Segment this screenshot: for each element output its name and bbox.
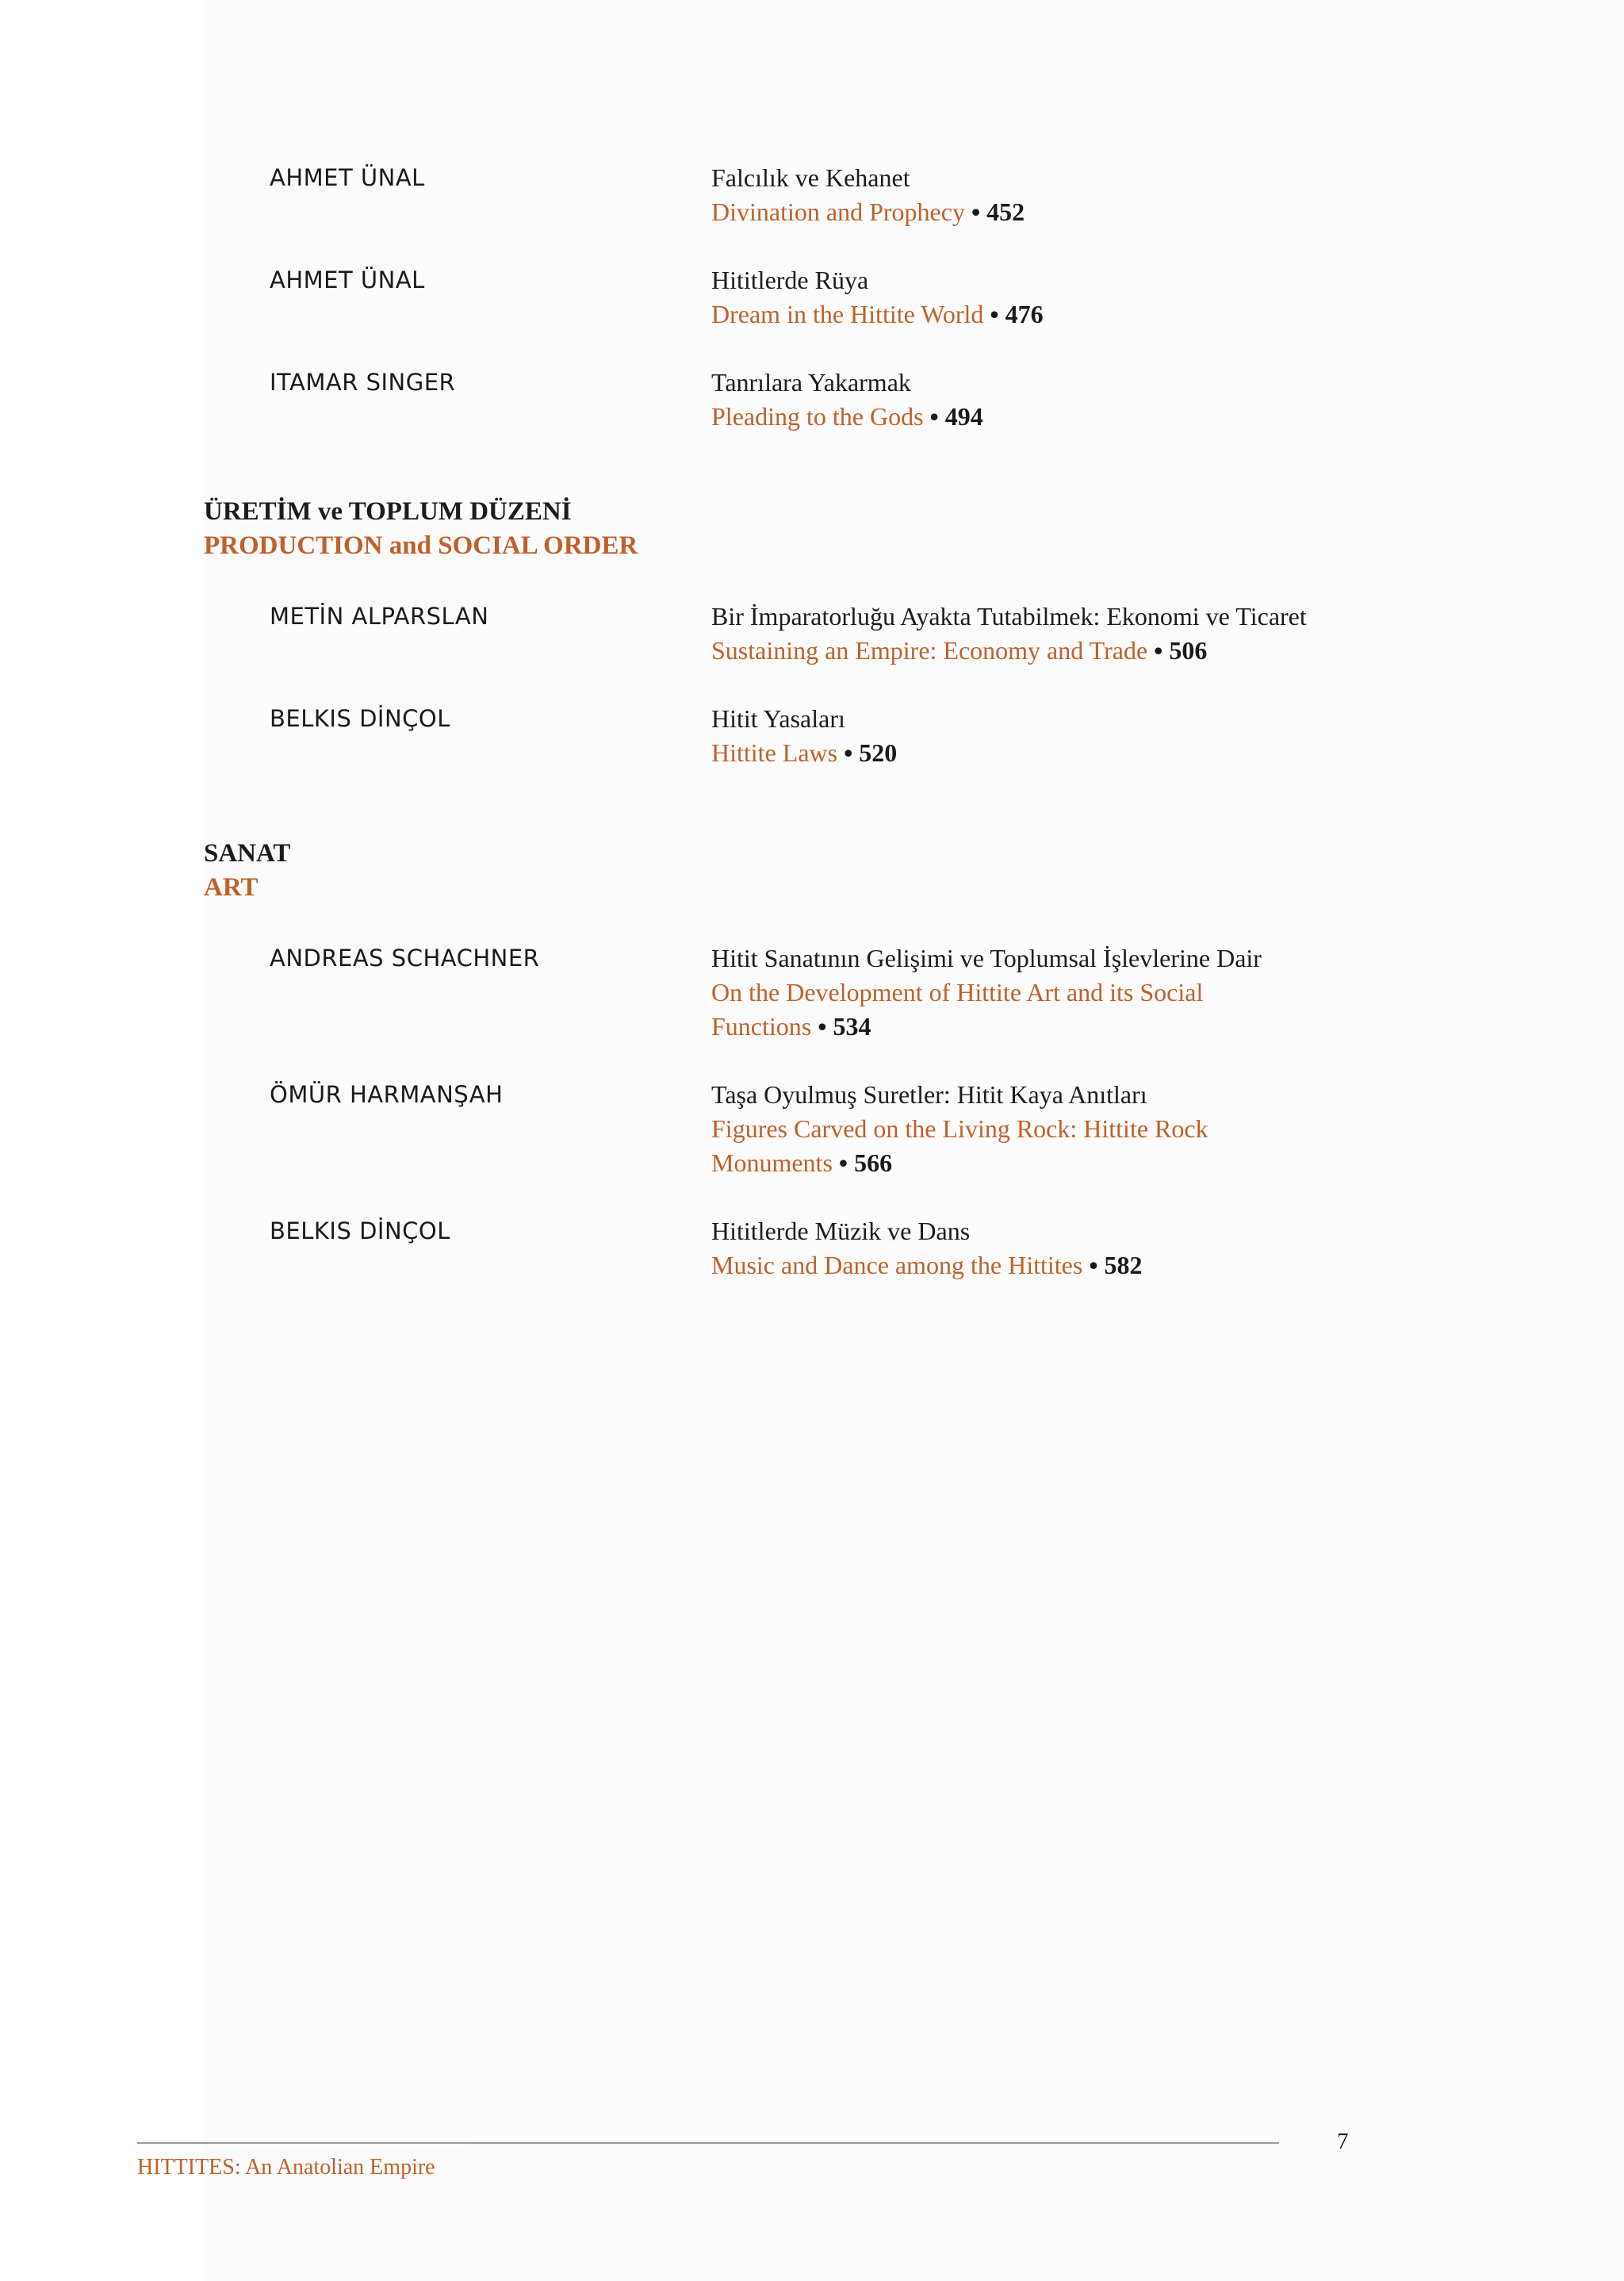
entry-title-en-line xyxy=(711,1010,1425,1044)
entry-page-number: 582 xyxy=(1104,1251,1143,1279)
bullet: • xyxy=(838,1148,848,1177)
entry-titles xyxy=(711,1078,1425,1180)
entry-title-en[interactable]: Dream in the Hittite World xyxy=(711,300,984,328)
section-heading-tr: SANAT xyxy=(204,839,291,868)
entry-title-en[interactable]: Divination and Prophecy xyxy=(711,197,965,226)
entry-title-en-line xyxy=(711,1146,1425,1180)
bullet: • xyxy=(929,402,939,431)
entry-page-number: 506 xyxy=(1169,636,1208,665)
entry-title-en[interactable]: Music and Dance among the Hittites xyxy=(711,1251,1083,1279)
entry-title-tr: Taşa Oyulmuş Suretler: Hitit Kaya Anıtları xyxy=(711,1080,1147,1109)
section-heading xyxy=(204,495,638,563)
entry-title-en-line xyxy=(711,400,1425,434)
entry-title-en[interactable]: Figures Carved on the Living Rock: Hittite Rock xyxy=(711,1114,1208,1143)
bullet: • xyxy=(844,738,853,767)
entry-title-en[interactable]: Pleading to the Gods xyxy=(711,402,924,431)
bullet: • xyxy=(818,1012,827,1041)
entry-author: BELKIS DİNÇOL xyxy=(270,1217,450,1244)
entry-title-en[interactable]: Hittite Laws xyxy=(711,738,838,767)
entry-author: AHMET ÜNAL xyxy=(270,266,425,293)
entry-titles xyxy=(711,702,1425,770)
entry-title-en-line xyxy=(711,634,1425,668)
entry-title-en-line xyxy=(711,297,1425,332)
section-heading xyxy=(204,837,290,905)
section-heading-en: PRODUCTION and SOCIAL ORDER xyxy=(204,531,638,560)
entry-title-tr: Falcılık ve Kehanet xyxy=(711,163,910,192)
entry-titles xyxy=(711,366,1425,434)
entry-titles xyxy=(711,1214,1425,1282)
entry-title-en[interactable]: Functions xyxy=(711,1012,812,1041)
entry-page-number: 566 xyxy=(854,1148,893,1177)
entry-page-number: 452 xyxy=(986,197,1025,226)
entry-author: METİN ALPARSLAN xyxy=(270,603,489,630)
entry-page-number: 534 xyxy=(833,1012,871,1041)
entry-page-number: 476 xyxy=(1005,300,1044,328)
entry-author: ANDREAS SCHACHNER xyxy=(270,945,540,972)
entry-page-number: 520 xyxy=(859,738,898,767)
entry-title-tr: Hititlerde Rüya xyxy=(711,266,869,294)
page-number: 7 xyxy=(1337,2129,1349,2154)
bullet: • xyxy=(971,197,981,226)
entry-title-en-line xyxy=(711,1248,1425,1282)
entry-titles xyxy=(711,941,1425,1044)
bullet: • xyxy=(1154,636,1163,665)
entry-titles xyxy=(711,161,1425,229)
entry-title-tr: Bir İmparatorluğu Ayakta Tutabilmek: Ekonomi ve Ticaret xyxy=(711,602,1307,631)
section-heading-tr: ÜRETİM ve TOPLUM DÜZENİ xyxy=(204,497,572,526)
entry-page-number: 494 xyxy=(944,402,983,431)
entry-title-tr: Hitit Sanatının Gelişimi ve Toplumsal İşlevlerine Dair xyxy=(711,944,1262,972)
entry-title-tr: Hitit Yasaları xyxy=(711,704,845,733)
entry-titles xyxy=(711,263,1425,332)
entry-author: AHMET ÜNAL xyxy=(270,164,425,191)
entry-author: ITAMAR SINGER xyxy=(270,369,456,396)
footer-rule xyxy=(137,2142,1279,2144)
entry-title-en[interactable]: On the Development of Hittite Art and its Social xyxy=(711,978,1204,1006)
footer-book-title: HITTITES: An Anatolian Empire xyxy=(137,2155,435,2179)
entry-title-en[interactable]: Sustaining an Empire: Economy and Trade xyxy=(711,636,1148,665)
entry-title-tr: Tanrılara Yakarmak xyxy=(711,368,911,397)
entry-author: ÖMÜR HARMANŞAH xyxy=(270,1081,504,1108)
bullet: • xyxy=(990,300,999,328)
bullet: • xyxy=(1089,1251,1098,1279)
entry-title-en[interactable]: Monuments xyxy=(711,1148,833,1177)
entry-titles xyxy=(711,600,1425,668)
section-heading-en: ART xyxy=(204,873,259,902)
entry-title-tr: Hititlerde Müzik ve Dans xyxy=(711,1217,971,1245)
entry-title-en-line xyxy=(711,195,1425,229)
entry-author: BELKIS DİNÇOL xyxy=(270,705,450,732)
entry-title-en-line xyxy=(711,736,1425,770)
